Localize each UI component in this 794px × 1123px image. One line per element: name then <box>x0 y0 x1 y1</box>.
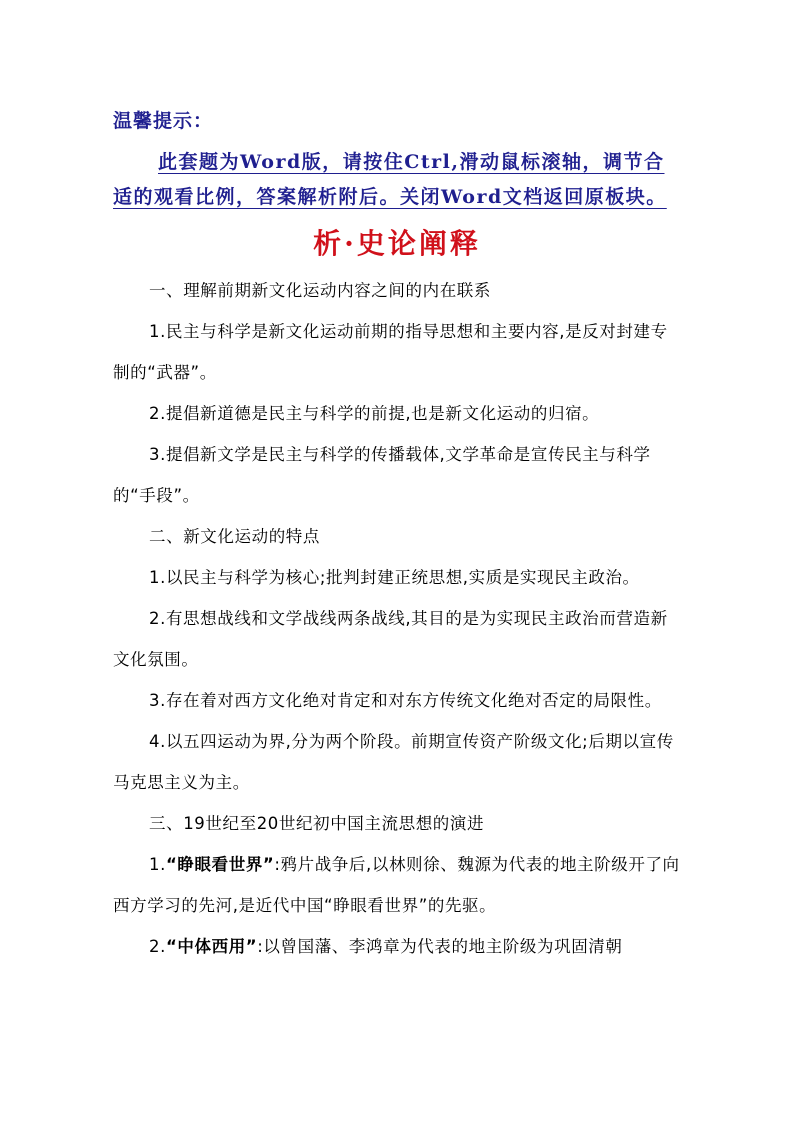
item-text: :以曾国藩、李鸿章为代表的地主阶级为巩固清朝 <box>257 937 623 956</box>
paragraph: 2.有思想战线和文学战线两条战线,其目的是为实现民主政治而营造新文化氛围。 <box>113 609 668 669</box>
tip-line-1: 此套题为Word版，请按住Ctrl,滑动鼠标滚轴，调节合 <box>158 151 665 173</box>
item-number: 1. <box>149 855 166 874</box>
tip-line-2: 适的观看比例，答案解析附后。关闭Word文档返回原板块。 <box>113 186 667 208</box>
section-title: 析·史论阐释 <box>313 227 481 260</box>
paragraph: 1.民主与科学是新文化运动前期的指导思想和主要内容,是反对封建专制的“武器”。 <box>113 322 668 382</box>
heading-part-one: 一、理解前期新文化运动内容之间的内在联系 <box>149 281 491 300</box>
item-term: “中体西用” <box>165 937 258 956</box>
paragraph: 2.提倡新道德是民主与科学的前提,也是新文化运动的归宿。 <box>149 404 600 423</box>
body-content <box>113 270 683 967</box>
item-text: :鸦片战争后,以林则徐、魏源为代表的地主阶级开了向西方学习的先河,是近代中国“睁眼看世界”的先驱。 <box>113 855 680 915</box>
list-item <box>113 926 683 967</box>
tip-heading: 温馨提示： <box>113 110 214 132</box>
paragraph: 4.以五四运动为界,分为两个阶段。前期宣传资产阶级文化;后期以宣传马克思主义为主。 <box>113 732 674 792</box>
list-item <box>113 844 683 926</box>
paragraph: 3.存在着对西方文化绝对肯定和对东方传统文化绝对否定的局限性。 <box>149 691 662 710</box>
item-term: “睁眼看世界” <box>165 855 275 874</box>
paragraph: 1.以民主与科学为核心;批判封建正统思想,实质是实现民主政治。 <box>149 568 640 587</box>
paragraph: 3.提倡新文学是民主与科学的传播载体,文学革命是宣传民主与科学的“手段”。 <box>113 445 651 505</box>
tip-body <box>113 145 683 215</box>
heading-part-three: 三、19世纪至20世纪初中国主流思想的演进 <box>149 814 485 833</box>
heading-part-two: 二、新文化运动的特点 <box>149 527 320 546</box>
item-number: 2. <box>149 937 166 956</box>
